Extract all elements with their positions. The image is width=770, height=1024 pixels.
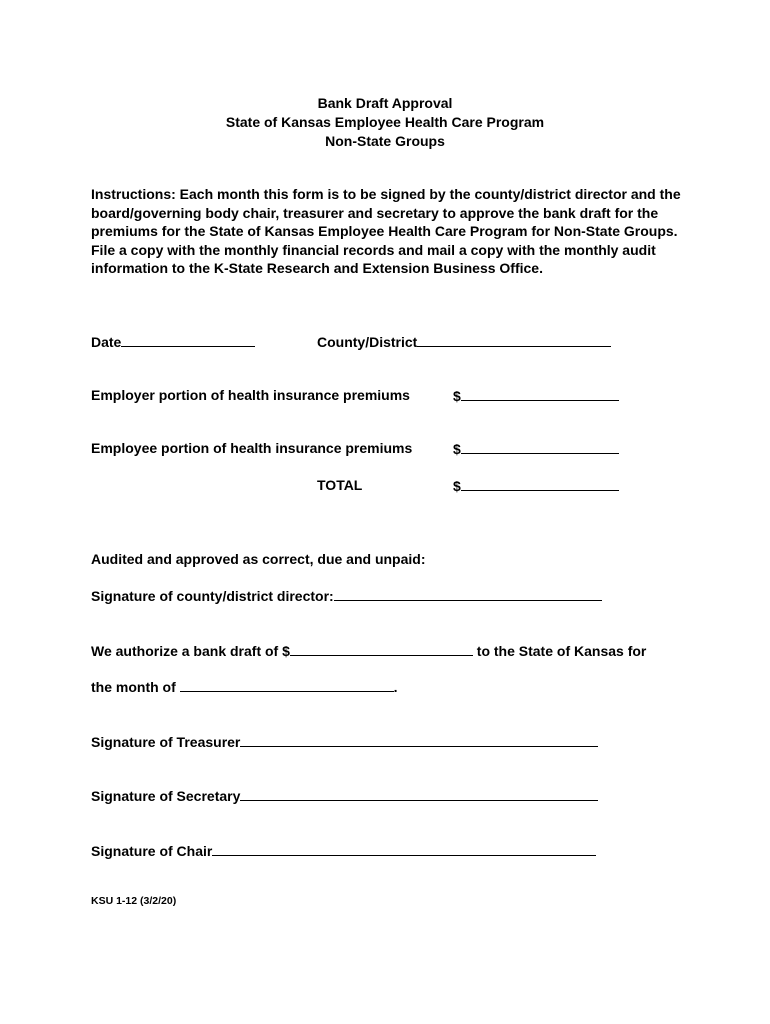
director-signature-row [91,587,602,604]
secretary-signature-row [91,787,598,804]
treasurer-signature-label: Signature of Treasurer [91,734,241,750]
secretary-signature-label: Signature of Secretary [91,788,241,804]
treasurer-signature-field[interactable] [240,733,598,747]
employee-amount-field[interactable] [461,440,619,454]
county-district-field[interactable] [417,333,611,347]
bank-draft-amount-field[interactable] [290,642,473,656]
form-subtitle-program: State of Kansas Employee Health Care Program [225,114,545,130]
director-signature-label: Signature of county/district director: [91,588,334,604]
chair-signature-row [91,842,596,859]
employee-amount-row [453,440,619,457]
employer-amount-field[interactable] [461,387,619,401]
total-label: TOTAL [317,477,363,493]
total-currency-sign: $ [453,478,461,494]
employee-portion-label: Employee portion of health insurance premiums [91,440,413,456]
chair-signature-label: Signature of Chair [91,843,213,859]
month-prefix: the month of [91,679,180,695]
county-district-label: County/District [317,334,418,350]
employer-currency-sign: $ [453,388,461,404]
month-suffix: . [393,679,398,695]
treasurer-signature-row [91,733,598,750]
form-title-block [0,94,770,151]
authorize-prefix: We authorize a bank draft of $ [91,643,290,659]
secretary-signature-field[interactable] [240,787,598,801]
audited-statement: Audited and approved as correct, due and unpaid: [91,551,426,567]
county-row [317,333,611,350]
date-row [91,333,255,350]
authorize-suffix: to the State of Kansas for [472,643,647,659]
director-signature-field[interactable] [334,587,602,601]
month-row [91,678,398,695]
employee-currency-sign: $ [453,441,461,457]
total-amount-field[interactable] [461,477,619,491]
total-amount-row [453,477,619,494]
date-label: Date [91,334,122,350]
chair-signature-field[interactable] [212,842,596,856]
employer-amount-row [453,387,619,404]
form-code: KSU 1-12 (3/2/20) [91,895,177,907]
month-field[interactable] [180,678,394,692]
form-title: Bank Draft Approval [317,95,453,111]
employer-portion-label: Employer portion of health insurance premiums [91,387,410,403]
instructions-paragraph: Instructions: Each month this form is to be signed by the county/district director and the board/governing body chair, treasurer and secretary to approve the bank draft for the premiums for the State of Kansas Employee Health Care Program for Non-State Groups. File a copy with the monthly financial records and mail a copy with the monthly audit information to the K-State Research and Extension Business Office. [91,186,681,276]
date-field[interactable] [121,333,255,347]
form-subtitle-groups: Non-State Groups [325,133,445,149]
authorize-row [91,642,646,659]
